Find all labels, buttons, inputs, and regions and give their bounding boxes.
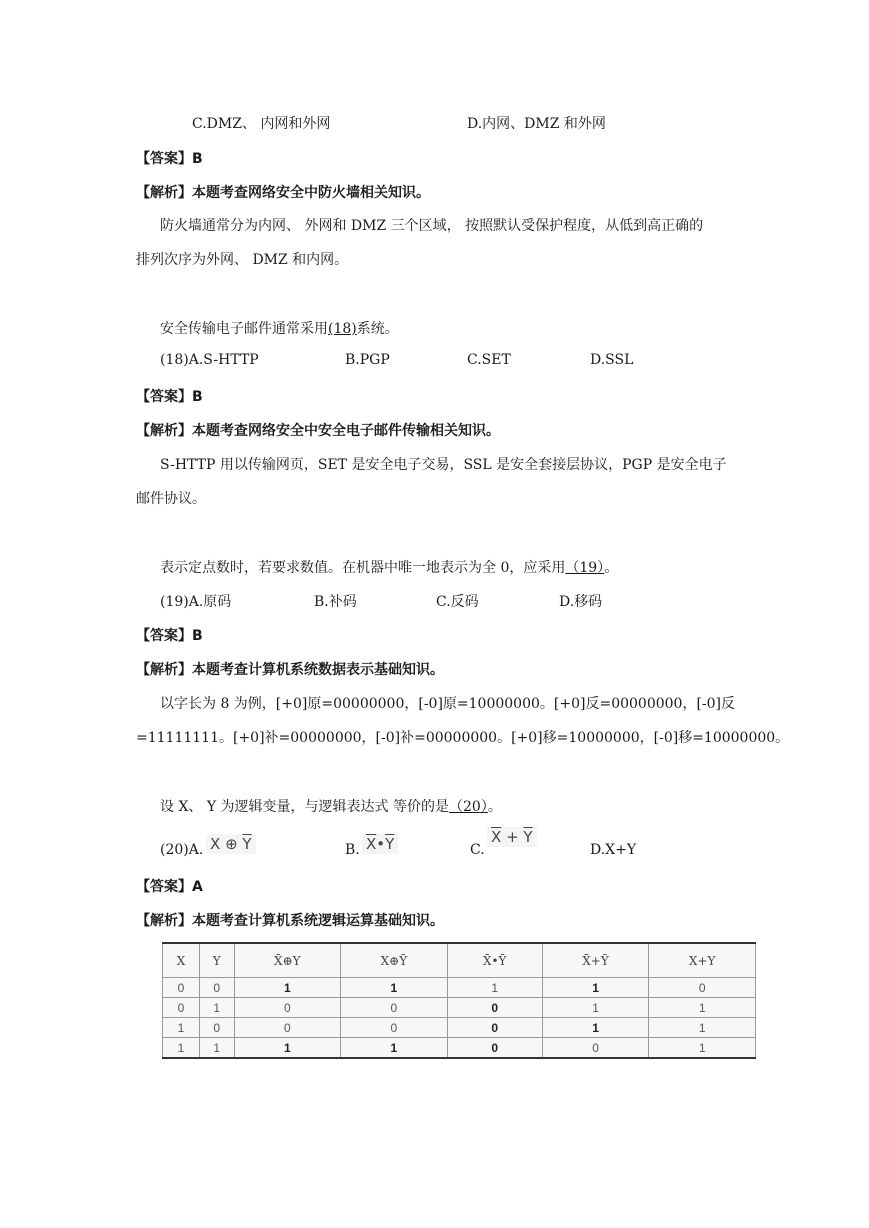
q17-analysis-line1: 防火墙通常分为内网、 外网和 DMZ 三个区域， 按照默认受保护程度，从低到高正确的 bbox=[160, 218, 704, 234]
q19-analysis-title: 【解析】本题考查计算机系统数据表示基础知识。 bbox=[136, 662, 444, 678]
q18-question-text: 安全传输电子邮件通常采用 bbox=[160, 321, 328, 337]
table-cell: 0 bbox=[199, 1018, 234, 1038]
q20-option-a-expr bbox=[206, 834, 256, 854]
q19-question-text: 表示定点数时，若要求数值。在机器中唯一地表示为全 0，应采用 bbox=[160, 560, 566, 576]
table-cell: 1 bbox=[163, 1038, 200, 1059]
header-cell: X bbox=[163, 943, 200, 978]
q20-analysis-title: 【解析】本题考查计算机系统逻辑运算基础知识。 bbox=[136, 913, 444, 929]
expr-op: + bbox=[506, 828, 519, 846]
header-cell: X̄•Ȳ bbox=[447, 943, 542, 978]
table-cell: 0 bbox=[447, 1018, 542, 1038]
q20-option-b-label: B. bbox=[345, 842, 360, 858]
expr-y-bar: $\overline{Y}$ bbox=[523, 828, 533, 846]
q19-blank: （19） bbox=[565, 560, 605, 576]
table-row bbox=[163, 978, 756, 998]
table-cell: 1 bbox=[542, 978, 649, 998]
table-row bbox=[163, 1018, 756, 1038]
q19-question bbox=[160, 557, 618, 577]
table-cell: 0 bbox=[447, 998, 542, 1018]
expr-y-bar: $\overline{Y}$ bbox=[385, 835, 395, 853]
q19-analysis-line1: 以字长为 8 为例，[+0]原=00000000，[-0]原=10000000。[+0]反=00000000，[-0]反 bbox=[160, 696, 736, 712]
header-cell: X̄+Ȳ bbox=[542, 943, 649, 978]
q18-analysis-title: 【解析】本题考查网络安全中安全电子邮件传输相关知识。 bbox=[136, 423, 500, 439]
q18-blank: (18) bbox=[328, 321, 357, 337]
expr-op: ⊕ bbox=[225, 835, 238, 853]
q17-option-d: D.内网、DMZ 和外网 bbox=[467, 116, 606, 132]
table-cell: 0 bbox=[341, 998, 448, 1018]
header-cell: X⊕Ȳ bbox=[341, 943, 448, 978]
truth-table-header bbox=[163, 943, 756, 978]
q18-option-d: D.SSL bbox=[590, 352, 634, 368]
q19-question-suffix: 。 bbox=[604, 560, 619, 576]
q17-option-c: C.DMZ、 内网和外网 bbox=[192, 116, 331, 132]
q18-option-a: (18)A.S-HTTP bbox=[160, 352, 259, 368]
q19-option-c: C.反码 bbox=[436, 594, 479, 610]
truth-table bbox=[162, 942, 756, 1059]
expr-op: • bbox=[376, 835, 386, 853]
table-cell: 1 bbox=[542, 998, 649, 1018]
q18-answer: 【答案】B bbox=[136, 389, 203, 405]
q17-analysis-line2: 排列次序为外网、 DMZ 和内网。 bbox=[136, 252, 349, 268]
q20-option-c-label: C. bbox=[470, 842, 485, 858]
q20-question-text: 设 X、 Y 为逻辑变量，与逻辑表达式 等价的是 bbox=[160, 799, 450, 815]
table-cell: 1 bbox=[199, 998, 234, 1018]
table-cell: 0 bbox=[447, 1038, 542, 1059]
q19-option-b: B.补码 bbox=[314, 594, 357, 610]
q20-option-c-expr bbox=[487, 827, 537, 847]
expr-x-bar: $\overline{X}$ bbox=[366, 835, 377, 853]
table-cell: 0 bbox=[649, 978, 756, 998]
q20-question-suffix: 。 bbox=[487, 799, 502, 815]
q18-question-suffix: 系统。 bbox=[356, 321, 399, 337]
table-cell: 1 bbox=[649, 1038, 756, 1059]
table-row bbox=[163, 998, 756, 1018]
q20-question bbox=[160, 796, 502, 816]
q18-analysis-line1: S-HTTP 用以传输网页，SET 是安全电子交易，SSL 是安全套接层协议，PGP 是安全电子 bbox=[160, 457, 727, 473]
table-cell: 0 bbox=[163, 978, 200, 998]
q17-answer: 【答案】B bbox=[136, 151, 203, 167]
expr-x-bar: $\overline{X}$ bbox=[491, 828, 502, 846]
q17-analysis-title: 【解析】本题考查网络安全中防火墙相关知识。 bbox=[136, 185, 430, 201]
header-cell: X+Y bbox=[649, 943, 756, 978]
q19-option-d: D.移码 bbox=[559, 594, 603, 610]
header-cell: X̄⊕Y bbox=[234, 943, 341, 978]
table-cell: 1 bbox=[341, 978, 448, 998]
q20-option-d: D.X+Y bbox=[590, 842, 637, 858]
table-cell: 1 bbox=[163, 1018, 200, 1038]
header-cell: Y bbox=[199, 943, 234, 978]
q19-option-a: (19)A.原码 bbox=[160, 594, 232, 610]
table-cell: 1 bbox=[199, 1038, 234, 1059]
table-cell: 1 bbox=[542, 1018, 649, 1038]
table-cell: 1 bbox=[234, 1038, 341, 1059]
q20-option-b-expr bbox=[362, 834, 398, 854]
q18-question bbox=[160, 318, 399, 338]
q20-answer: 【答案】A bbox=[136, 879, 203, 895]
table-cell: 1 bbox=[234, 978, 341, 998]
table-cell: 1 bbox=[649, 998, 756, 1018]
q19-answer: 【答案】B bbox=[136, 628, 203, 644]
table-cell: 0 bbox=[163, 998, 200, 1018]
table-row bbox=[163, 1038, 756, 1059]
q19-analysis-line2: =11111111。[+0]补=00000000，[-0]补=00000000。[+0]移=10000000，[-0]移=10000000。 bbox=[136, 730, 790, 746]
table-cell: 1 bbox=[447, 978, 542, 998]
q20-blank: （20） bbox=[449, 799, 488, 815]
table-cell: 0 bbox=[234, 1018, 341, 1038]
table-cell: 0 bbox=[234, 998, 341, 1018]
q20-option-a-label: (20)A. bbox=[160, 842, 204, 858]
q18-option-c: C.SET bbox=[467, 352, 511, 368]
expr-x: X bbox=[210, 835, 221, 853]
q18-option-b: B.PGP bbox=[345, 352, 390, 368]
table-cell: 0 bbox=[542, 1038, 649, 1059]
table-cell: 1 bbox=[341, 1038, 448, 1059]
q18-analysis-line2: 邮件协议。 bbox=[136, 491, 206, 507]
expr-y-bar: $\overline{Y}$ bbox=[242, 835, 252, 853]
table-cell: 0 bbox=[341, 1018, 448, 1038]
table-cell: 0 bbox=[199, 978, 234, 998]
table-cell: 1 bbox=[649, 1018, 756, 1038]
